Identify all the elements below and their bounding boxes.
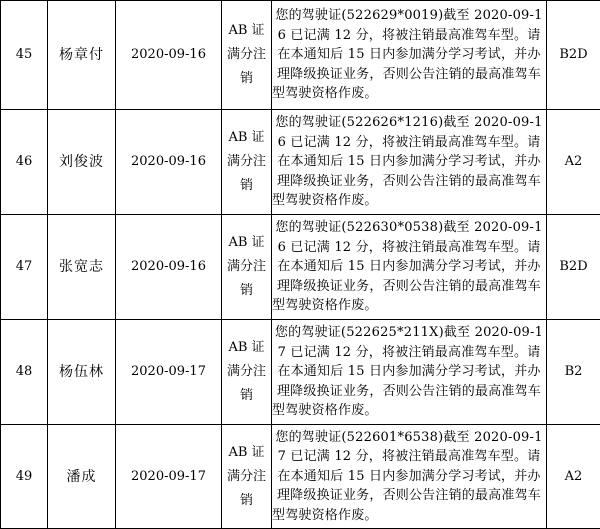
cell-notice-content: 您的驾驶证(522630*0538)截至 2020-09-16 已记满 12 分，将被注销最高准驾车型。请在本通知后 15 日内参加满分学习考试，并办理降级换证业务，否则公告注销的最高准驾车型驾驶资格作废。	[272, 215, 547, 320]
cell-license-class: A2	[547, 425, 600, 529]
cell-license-class: A2	[547, 110, 600, 215]
cell-date: 2020-09-16	[116, 110, 222, 215]
cell-number: 46	[1, 110, 48, 215]
cell-notice-content: 您的驾驶证(522625*211X)截至 2020-09-17 已记满 12 分，将被注销最高准驾车型。请在本通知后 15 日内参加满分学习考试，并办理降级换证业务，否则公告注销的最高准驾车型驾驶资格作废。	[272, 320, 547, 425]
cell-notice-content: 您的驾驶证(522601*6538)截至 2020-09-17 已记满 12 分，将被注销最高准驾车型。请在本通知后 15 日内参加满分学习考试，并办理降级换证业务，否则公告注销的最高准驾车型驾驶资格作废。	[272, 425, 547, 529]
cell-license-class: B2D	[547, 1, 600, 110]
cell-driver-name: 杨章付	[48, 1, 116, 110]
cell-notice-content: 您的驾驶证(522626*1216)截至 2020-09-16 已记满 12 分，将被注销最高准驾车型。请在本通知后 15 日内参加满分学习考试，并办理降级换证业务，否则公告注销的最高准驾车型驾驶资格作废。	[272, 110, 547, 215]
table-row	[1, 110, 600, 215]
table-row	[1, 425, 600, 529]
cell-revocation-type: AB 证满分注销	[222, 320, 272, 425]
cell-date: 2020-09-16	[116, 1, 222, 110]
cell-license-class: B2	[547, 320, 600, 425]
cell-driver-name: 杨伍林	[48, 320, 116, 425]
notice-table-body	[1, 1, 600, 529]
cell-number: 48	[1, 320, 48, 425]
cell-license-class: B2D	[547, 215, 600, 320]
cell-revocation-type: AB 证满分注销	[222, 215, 272, 320]
cell-number: 49	[1, 425, 48, 529]
cell-driver-name: 张宽志	[48, 215, 116, 320]
cell-number: 47	[1, 215, 48, 320]
table-row	[1, 320, 600, 425]
cell-revocation-type: AB 证满分注销	[222, 110, 272, 215]
cell-notice-content: 您的驾驶证(522629*0019)截至 2020-09-16 已记满 12 分，将被注销最高准驾车型。请在本通知后 15 日内参加满分学习考试，并办理降级换证业务，否则公告注销的最高准驾车型驾驶资格作废。	[272, 1, 547, 110]
cell-date: 2020-09-17	[116, 320, 222, 425]
cell-date: 2020-09-17	[116, 425, 222, 529]
cell-driver-name: 潘成	[48, 425, 116, 529]
cell-number: 45	[1, 1, 48, 110]
cell-revocation-type: AB 证满分注销	[222, 425, 272, 529]
cell-driver-name: 刘俊波	[48, 110, 116, 215]
table-row	[1, 1, 600, 110]
cell-date: 2020-09-16	[116, 215, 222, 320]
table-row	[1, 215, 600, 320]
cell-revocation-type: AB 证满分注销	[222, 1, 272, 110]
